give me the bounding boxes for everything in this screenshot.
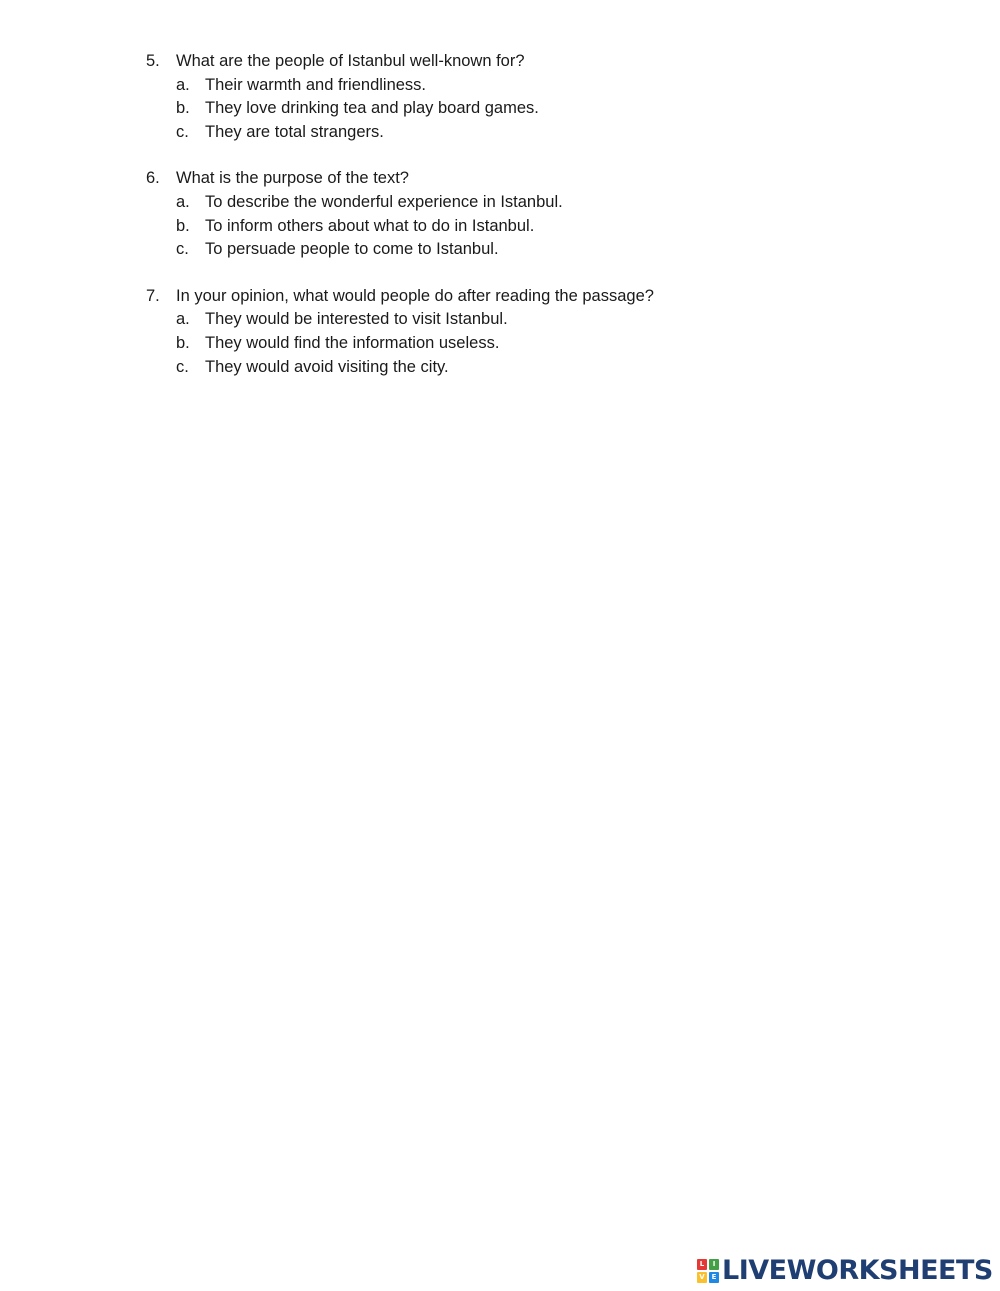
option-letter: a. — [176, 310, 190, 329]
logo-tile: I — [709, 1259, 719, 1270]
option-letter: a. — [176, 75, 190, 94]
question-list — [146, 50, 846, 402]
answer-option[interactable] — [146, 121, 846, 145]
option-text: They would be interested to visit Istanbul. — [205, 310, 508, 329]
logo-tile: V — [697, 1272, 707, 1283]
question-5 — [146, 50, 846, 144]
option-text: To inform others about what to do in Istanbul. — [205, 216, 535, 235]
option-letter: c. — [176, 240, 189, 259]
question-number: 6. — [146, 169, 160, 188]
option-text: To describe the wonderful experience in Istanbul. — [205, 192, 563, 211]
answer-option[interactable] — [146, 97, 846, 121]
question-text: What are the people of Istanbul well-known for? — [176, 52, 525, 70]
answer-option[interactable] — [146, 215, 846, 239]
option-text: To persuade people to come to Istanbul. — [205, 240, 499, 259]
question-prompt — [146, 50, 846, 74]
logo-tile: E — [709, 1272, 719, 1283]
question-text: What is the purpose of the text? — [176, 169, 409, 188]
option-letter: b. — [176, 333, 190, 352]
option-letter: c. — [176, 357, 189, 376]
question-number: 7. — [146, 286, 160, 305]
question-text: In your opinion, what would people do after reading the passage? — [176, 286, 654, 305]
question-prompt — [146, 285, 846, 309]
question-prompt — [146, 167, 846, 191]
answer-option[interactable] — [146, 74, 846, 98]
question-number: 5. — [146, 52, 160, 70]
option-text: They would find the information useless. — [205, 333, 500, 352]
answer-option[interactable] — [146, 332, 846, 356]
logo-tile: L — [697, 1259, 707, 1270]
answer-option[interactable] — [146, 308, 846, 332]
option-letter: a. — [176, 192, 190, 211]
option-text: They love drinking tea and play board games. — [205, 99, 539, 118]
option-text: They would avoid visiting the city. — [205, 357, 449, 376]
liveworksheets-logo — [697, 1255, 993, 1287]
option-letter: b. — [176, 99, 190, 118]
option-letter: c. — [176, 122, 189, 141]
liveworksheets-logo-icon — [697, 1259, 719, 1283]
question-7 — [146, 285, 846, 379]
logo-wordmark: LIVEWORKSHEETS — [722, 1255, 993, 1286]
option-letter: b. — [176, 216, 190, 235]
answer-option[interactable] — [146, 191, 846, 215]
option-text: Their warmth and friendliness. — [205, 75, 427, 94]
answer-option[interactable] — [146, 356, 846, 380]
option-text: They are total strangers. — [205, 122, 384, 141]
answer-option[interactable] — [146, 238, 846, 262]
question-6 — [146, 167, 846, 261]
